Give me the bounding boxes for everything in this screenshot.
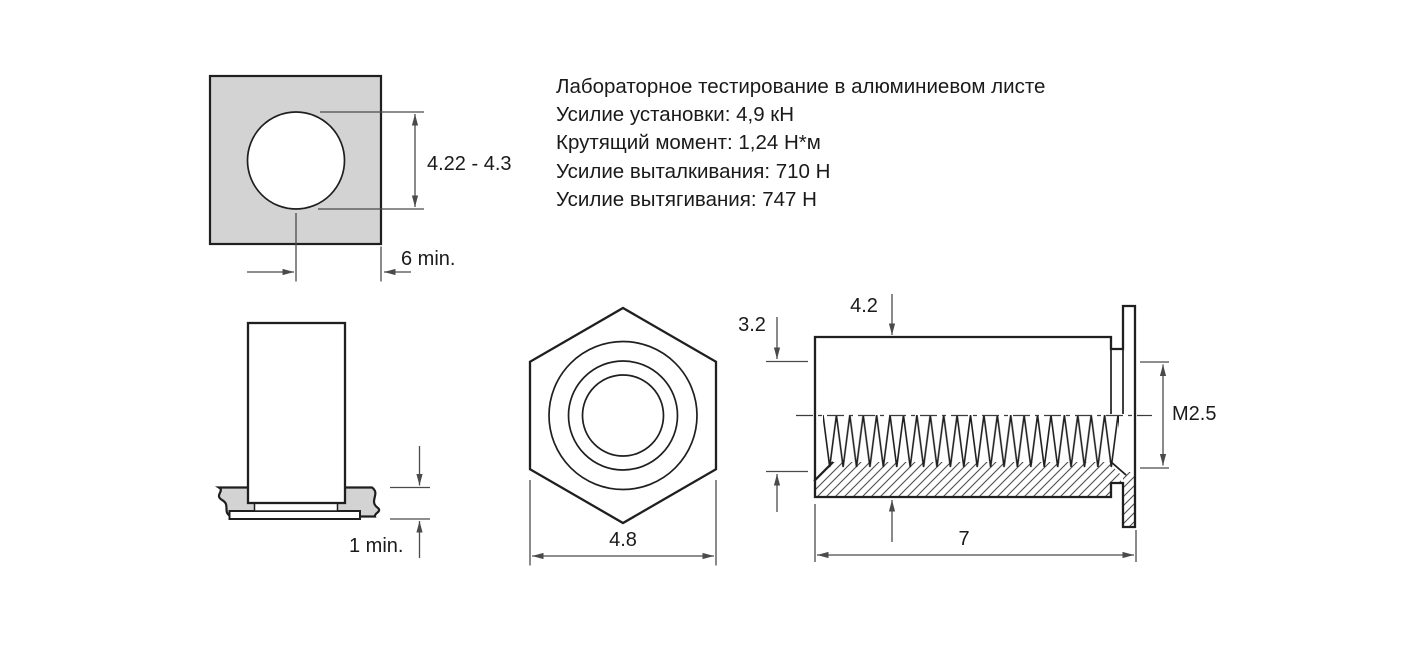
body-diameter-label: 4.2 (850, 295, 878, 317)
installed-side-view (219, 323, 430, 558)
overall-length-label: 7 (958, 528, 970, 550)
clinch-shoulder (255, 503, 338, 511)
note-line-1: Усилие установки: 4,9 кН (556, 103, 795, 126)
plate-hole-circle (248, 112, 345, 209)
hex-outline (530, 308, 716, 523)
hole-diameter-label: 4.22 - 4.3 (427, 153, 512, 175)
hex-front-view (530, 308, 716, 566)
internal-thread-teeth (823, 415, 1119, 468)
edge-distance-label: 6 min. (401, 248, 456, 270)
note-line-4: Усилие вытягивания: 747 Н (556, 188, 817, 211)
flange-hatch (1123, 472, 1135, 527)
standoff-body-side (248, 323, 345, 503)
hex-width-label: 4.8 (609, 529, 637, 551)
plate-hole-view (210, 76, 512, 282)
section-side-view (738, 294, 1216, 562)
dim-overall-length (815, 504, 1136, 562)
dim-counterbore-diameter (738, 314, 808, 512)
sheet-thickness-label: 1 min. (349, 535, 404, 557)
flange-side (230, 511, 361, 519)
counterbore-diameter-label: 3.2 (738, 314, 766, 336)
note-line-3: Усилие выталкивания: 710 Н (556, 160, 831, 183)
notes-title: Лабораторное тестирование в алюминиевом листе (556, 75, 1046, 98)
thread-size-label: M2.5 (1172, 403, 1217, 425)
test-notes (556, 75, 1045, 211)
note-line-2: Крутящий момент: 1,24 Н*м (556, 131, 821, 154)
